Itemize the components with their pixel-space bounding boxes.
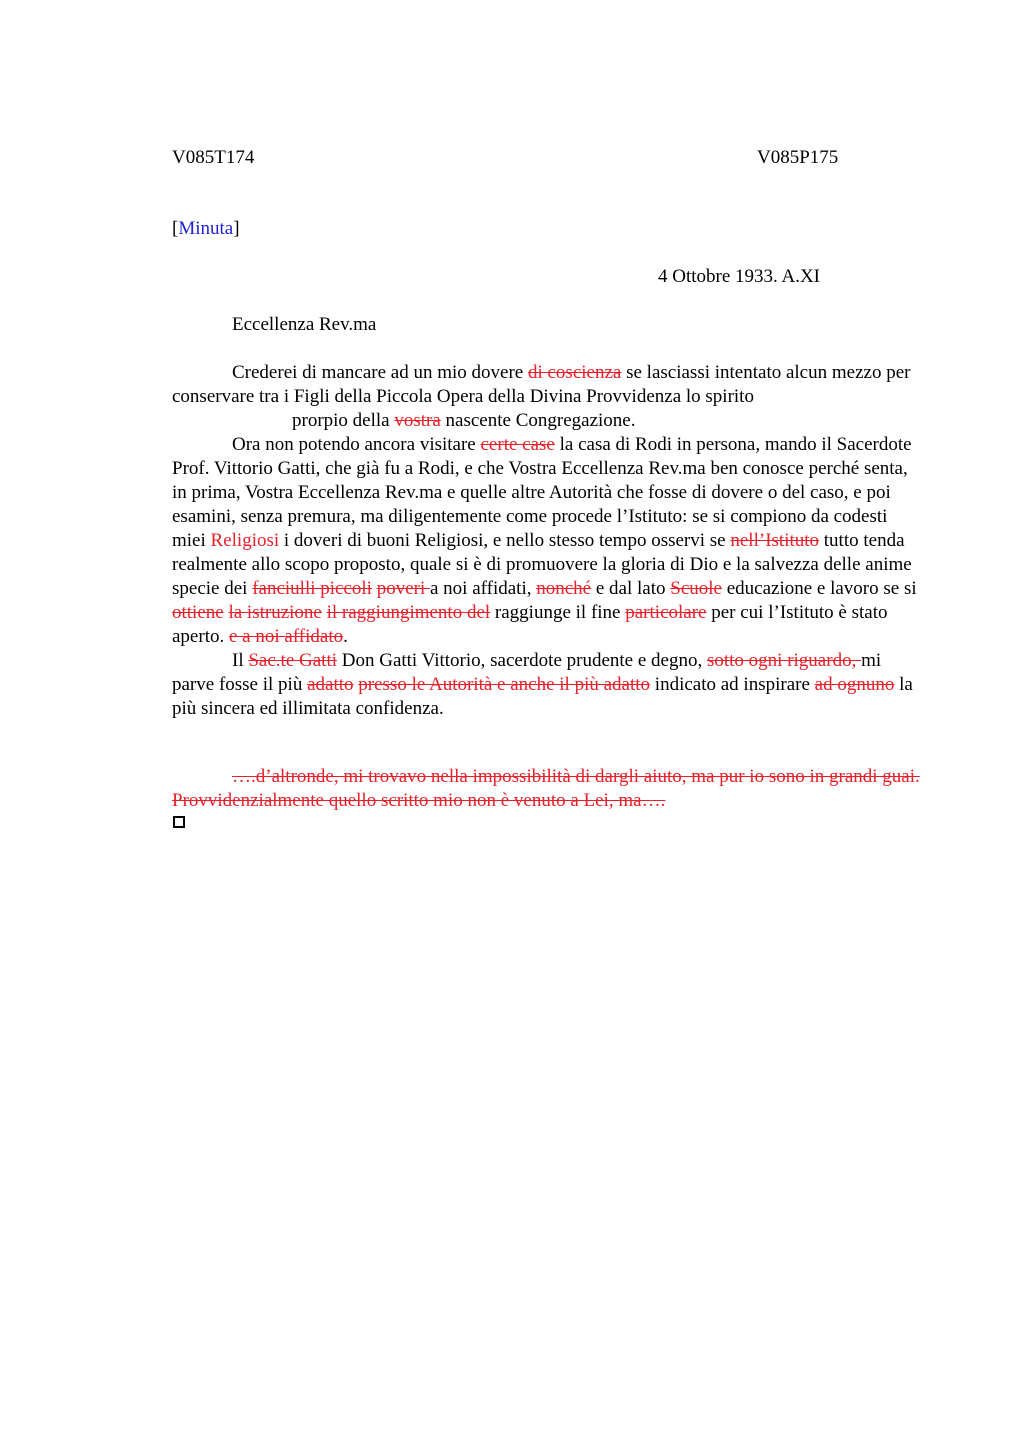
text-run: Crederei di mancare ad un mio dovere <box>232 362 528 383</box>
text-run: indicato ad inspirare <box>650 674 815 695</box>
text-run: e dal lato <box>591 578 671 599</box>
text-run: la più sincera ed illimitata confidenza. <box>172 674 913 719</box>
text-run: la casa di Rodi in persona, mando il Sacerdote Prof. Vittorio Gatti, che già fu a Rodi, e che Vostra Eccellenza Rev.ma ben conosce perché senta, in prima, Vostra Eccellenza Rev.ma e quelle altre Autorità che fosse di dovere o del caso, e poi esamini, senza premura, ma diligentemente come procede l’Istituto: se si compiono da codesti miei <box>172 434 912 551</box>
text-run: . <box>343 626 348 647</box>
text-run: se lasciassi intentato alcun mezzo per conservare tra i Figli della Piccola Opera della Divina Provvidenza lo spirito <box>172 362 911 407</box>
minuta-close-bracket: ] <box>233 218 240 239</box>
deleted-text: fanciulli piccoli <box>252 578 372 599</box>
deleted-text: nell’Istituto <box>730 530 820 551</box>
indented-line <box>172 409 924 433</box>
deleted-text: adatto <box>307 674 354 695</box>
text-run: mi parve fosse il più <box>172 650 882 695</box>
text-run: educazione e lavoro se si <box>721 578 917 599</box>
deleted-text: poveri <box>376 578 430 599</box>
closing-paragraph <box>172 765 924 813</box>
deleted-text: vostra <box>394 410 441 431</box>
text-run: tutto tenda realmente allo scopo proposto, quale si è di promuovere la gloria di Dio e la salvezza delle anime specie dei <box>172 530 912 599</box>
deleted-text: ….d’altronde, mi trovavo nella impossibilità di dargli aiuto, ma pur io sono in grandi guai. Provvidenzialmente quello scritto mio non è venuto a Lei, ma…. <box>172 766 920 811</box>
minuta-label <box>172 218 240 240</box>
text-run: raggiunge il fine <box>490 602 626 623</box>
deleted-text: certe case <box>480 434 555 455</box>
paragraph-1 <box>172 361 924 433</box>
deleted-text: e a noi affidato <box>228 626 344 647</box>
text-run: Il <box>232 650 249 671</box>
checkbox-square-icon <box>173 816 185 828</box>
letter-body <box>172 361 924 721</box>
letter-date: 4 Ottobre 1933. A.XI <box>658 266 821 287</box>
text-run: Ora non potendo ancora visitare <box>232 434 481 455</box>
deleted-text: il raggiungimento del <box>326 602 491 623</box>
deleted-text: ad ognuno <box>814 674 895 695</box>
minuta-link[interactable]: Minuta <box>178 218 234 239</box>
paragraph-3 <box>172 649 924 721</box>
minuta-open-bracket: [ <box>172 218 179 239</box>
salutation: Eccellenza Rev.ma <box>232 314 377 335</box>
text-run: i doveri di buoni Religiosi, e nello stesso tempo osservi se <box>279 530 731 551</box>
text-run: Don Gatti Vittorio, sacerdote prudente e degno, <box>337 650 707 671</box>
text-run: a noi affidati, <box>430 578 537 599</box>
text-run: nascente Congregazione. <box>440 410 636 431</box>
deleted-text: nonché <box>536 578 592 599</box>
text-run: per cui l’Istituto è stato aperto. <box>172 602 888 647</box>
deleted-text: presso le Autorità e anche il più adatto <box>358 674 651 695</box>
paragraph-2 <box>172 433 924 649</box>
deleted-text: sotto ogni riguardo, <box>706 650 862 671</box>
deleted-text: Scuole <box>670 578 722 599</box>
deleted-text: la istruzione <box>228 602 322 623</box>
closing-deleted-paragraph <box>172 765 924 813</box>
red-text: Religiosi <box>210 530 280 551</box>
reference-code-right: V085P175 <box>757 147 839 168</box>
deleted-text: Sac.te Gatti <box>248 650 337 671</box>
deleted-text: ottiene <box>172 602 224 623</box>
reference-code-left: V085T174 <box>172 147 255 168</box>
text-run: prorpio della <box>292 410 395 431</box>
deleted-text: particolare <box>625 602 707 623</box>
deleted-text: di coscienza <box>527 362 622 383</box>
